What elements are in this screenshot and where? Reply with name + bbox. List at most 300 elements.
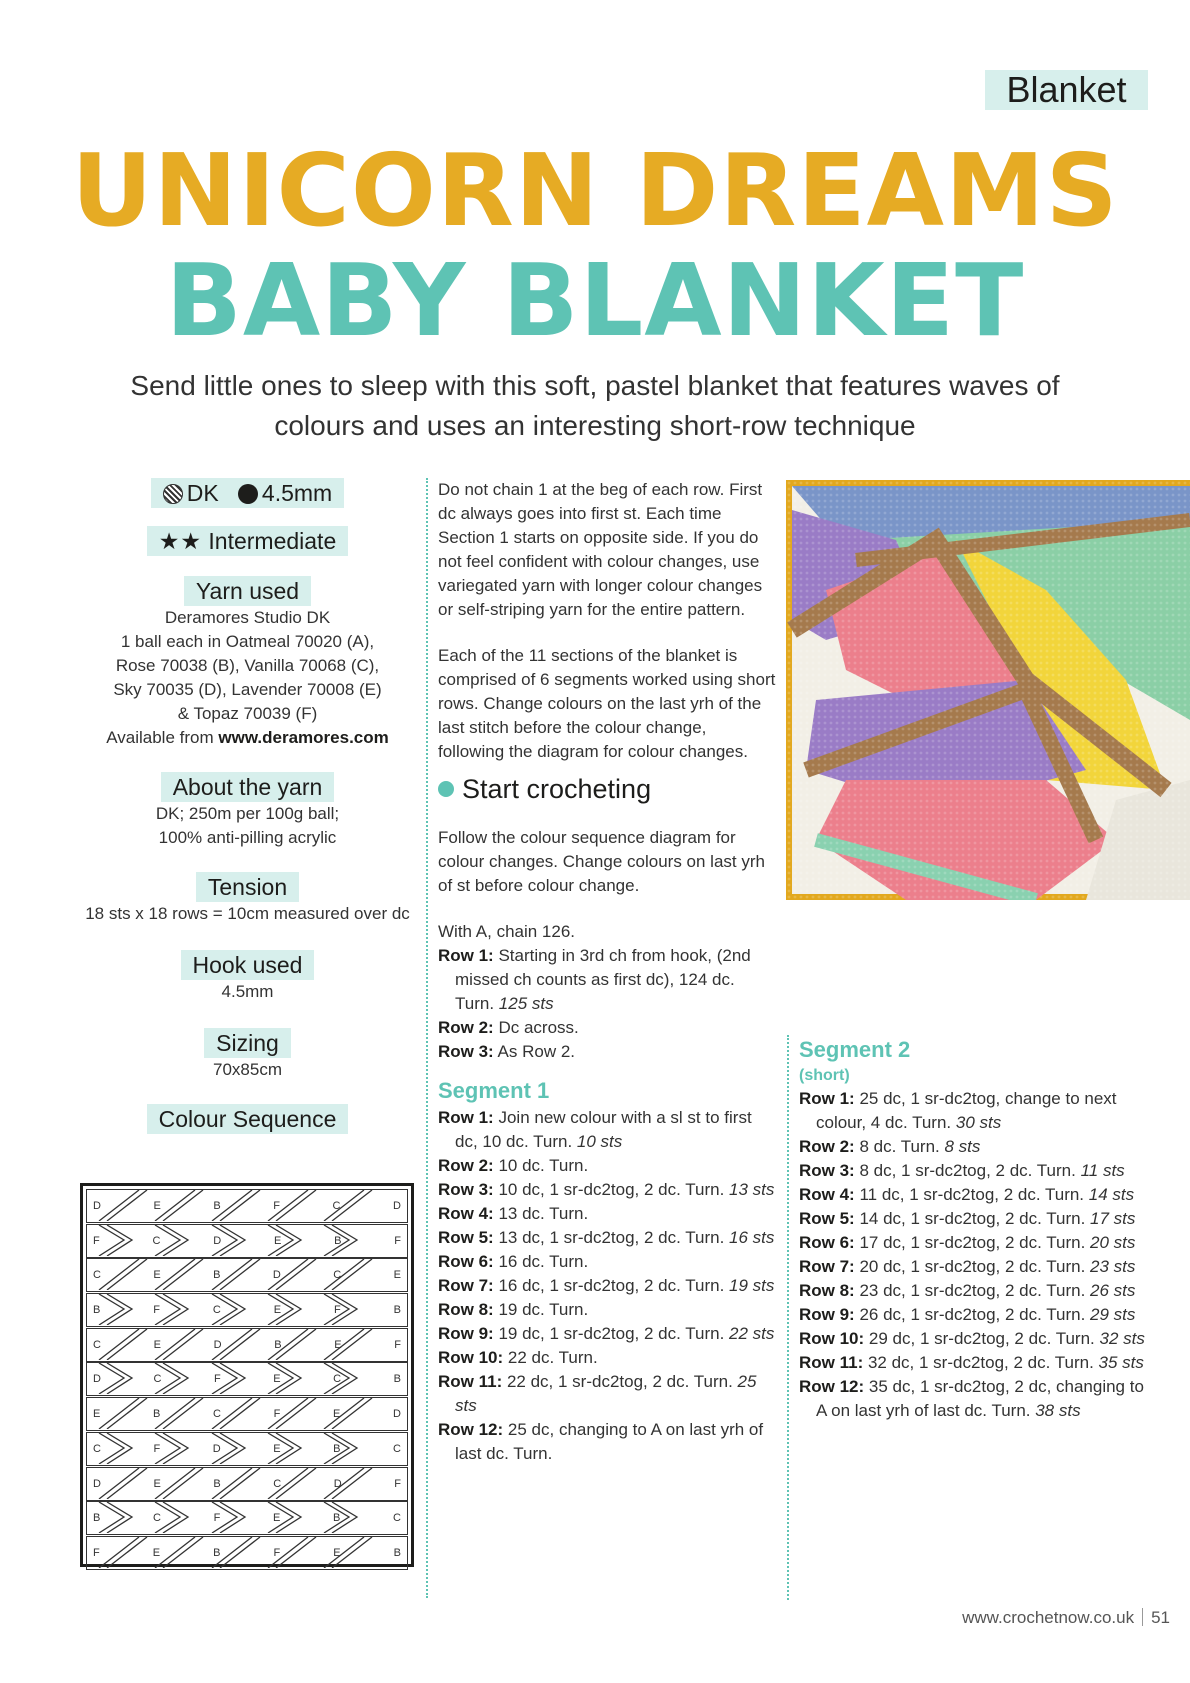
colour-letter: D <box>272 1269 281 1282</box>
stitch-count: 30 sts <box>955 1113 1002 1132</box>
diagram-row <box>86 1501 408 1535</box>
row-label: Row 10: <box>799 1329 865 1348</box>
colour-letter: C <box>212 1304 221 1317</box>
yarn-line: Sky 70035 (D), Lavender 70008 (E) <box>113 680 382 699</box>
colour-letter: F <box>394 1234 401 1247</box>
colour-letter: F <box>93 1234 100 1247</box>
segment-divider <box>324 1259 364 1290</box>
segment-divider <box>268 1502 293 1533</box>
colour-letter: F <box>273 1408 281 1421</box>
colour-letter: D <box>93 1373 101 1386</box>
row-label: Row 3: <box>438 1180 494 1199</box>
colour-letter: E <box>153 1338 161 1351</box>
row-text: As Row 2. <box>493 1042 575 1061</box>
chevron-lines <box>87 1468 409 1499</box>
segment-divider <box>220 1363 245 1394</box>
segment-divider <box>220 1502 245 1533</box>
row-label: Row 1: <box>438 1108 494 1127</box>
segment-divider <box>99 1225 124 1256</box>
segment-divider <box>220 1259 260 1290</box>
diagram-row <box>86 1432 408 1466</box>
row-label: Row 12: <box>438 1420 504 1439</box>
segment-divider <box>163 1363 188 1394</box>
pattern-row <box>438 1298 776 1322</box>
row-text: 22 dc. Turn. <box>503 1348 598 1367</box>
row-label: Row 2: <box>438 1018 494 1037</box>
pattern-row <box>438 1418 776 1466</box>
row-text: 25 dc, 1 sr-dc2tog, change to next colour, 4 dc. Turn. <box>816 1089 1117 1132</box>
chevron-lines <box>87 1190 409 1221</box>
pattern-row <box>799 1231 1157 1255</box>
segment-divider <box>163 1398 203 1429</box>
stitch-count: 19 sts <box>729 1276 775 1295</box>
colour-letter: C <box>393 1512 401 1525</box>
difficulty-level: Intermediate <box>208 528 337 554</box>
segment-divider <box>152 1537 195 1568</box>
stitch-count: 26 sts <box>1090 1281 1136 1300</box>
tension-text: 18 sts x 18 rows = 10cm measured over dc <box>85 904 410 923</box>
segment-divider <box>220 1537 260 1568</box>
segment-divider <box>99 1398 139 1429</box>
segment-divider <box>107 1502 132 1533</box>
chevron-lines <box>87 1502 409 1533</box>
colour-letter: E <box>153 1477 161 1490</box>
segment-divider <box>107 1294 132 1325</box>
stitch-count: 23 sts <box>1090 1257 1136 1276</box>
colour-letter: E <box>273 1234 282 1247</box>
chevron-lines <box>87 1398 409 1429</box>
row-label: Row 4: <box>799 1185 855 1204</box>
info-column <box>80 478 415 1134</box>
diagram-row <box>86 1189 408 1223</box>
row-label: Row 5: <box>438 1228 494 1247</box>
yarn-used-heading: Yarn used <box>184 576 311 606</box>
row-label: Row 3: <box>799 1161 855 1180</box>
yarn-weight: DK <box>186 480 219 506</box>
level-box <box>147 526 349 556</box>
about-yarn-heading: About the yarn <box>161 772 335 802</box>
segment-divider <box>99 1259 139 1290</box>
pattern-row <box>438 1040 776 1064</box>
colour-letter: C <box>392 1442 401 1455</box>
colour-letter: F <box>153 1304 160 1317</box>
row-text: 10 dc. Turn. <box>493 1156 589 1175</box>
yarn-line: Deramores Studio DK <box>164 608 331 627</box>
row-text: 32 dc, 1 sr-dc2tog, 2 dc. Turn. <box>863 1353 1099 1372</box>
about-line: 100% anti-pilling acrylic <box>158 828 337 847</box>
colour-letter: B <box>393 1546 401 1559</box>
row-label: Row 6: <box>438 1252 494 1271</box>
colour-letter: B <box>213 1269 221 1282</box>
segment-divider <box>155 1190 195 1221</box>
diagram-row <box>86 1362 408 1396</box>
segment-2-subheading: (short) <box>799 1067 850 1084</box>
colour-letter: F <box>334 1304 341 1317</box>
segment-divider <box>163 1294 188 1325</box>
row-label: Row 12: <box>799 1377 865 1396</box>
colour-letter: C <box>333 1373 342 1386</box>
colour-letter: C <box>93 1338 101 1351</box>
row-label: Row 7: <box>438 1276 494 1295</box>
segment-divider <box>107 1537 147 1568</box>
colour-letter: C <box>153 1373 162 1386</box>
colour-letter: D <box>93 1200 101 1212</box>
colour-letter: B <box>93 1304 101 1317</box>
segment-divider <box>107 1329 147 1360</box>
row-label: Row 2: <box>438 1156 494 1175</box>
colour-letter: B <box>393 1304 401 1317</box>
chevron-lines <box>87 1225 409 1256</box>
segment-divider <box>107 1398 147 1429</box>
row-text: 16 dc. Turn. <box>493 1252 589 1271</box>
yarn-line: & Topaz 70039 (F) <box>177 704 318 723</box>
section-tag: Blanket <box>985 70 1148 110</box>
intro-paragraph-2: Each of the 11 sections of the blanket is comprised of 6 segments worked using short rows. Change colours on the last yrh of the last stitch before the colour change, following the diagram for colour changes. <box>438 646 776 761</box>
segment-divider <box>99 1502 124 1533</box>
row-label: Row 8: <box>799 1281 855 1300</box>
segment-divider <box>220 1225 245 1256</box>
row-text: 25 dc, changing to A on last yrh of last dc. Turn. <box>455 1420 764 1463</box>
about-yarn-text <box>80 802 415 850</box>
pattern-row <box>438 1154 776 1178</box>
segment-divider <box>273 1398 316 1429</box>
segment-divider <box>324 1190 364 1221</box>
chevron-lines <box>87 1537 409 1568</box>
colour-sequence-heading: Colour Sequence <box>147 1104 349 1134</box>
colour-letter: B <box>213 1477 221 1490</box>
stitch-count: 38 sts <box>1035 1401 1081 1420</box>
diagram-row <box>86 1328 408 1362</box>
row-text: 17 dc, 1 sr-dc2tog, 2 dc. Turn. <box>854 1233 1091 1252</box>
stitch-count: 17 sts <box>1090 1209 1136 1228</box>
segment-divider <box>99 1468 139 1499</box>
row-text: 19 dc, 1 sr-dc2tog, 2 dc. Turn. <box>493 1324 730 1343</box>
pattern-row <box>799 1159 1157 1183</box>
diagram-row <box>86 1397 408 1431</box>
segment-divider <box>107 1225 132 1256</box>
row-text: Join new colour with a sl st to first dc, 10 dc. Turn. <box>455 1108 752 1151</box>
segment-divider <box>107 1363 132 1394</box>
pattern-row <box>799 1255 1157 1279</box>
pattern-row <box>799 1303 1157 1327</box>
diagram-row <box>86 1258 408 1292</box>
colour-letter: F <box>93 1546 100 1559</box>
colour-letter: C <box>153 1512 161 1525</box>
pattern-row <box>438 1178 776 1202</box>
available-prefix: Available from <box>106 728 219 747</box>
row-text: 23 dc, 1 sr-dc2tog, 2 dc. Turn. <box>854 1281 1091 1300</box>
segment-divider <box>324 1468 364 1499</box>
stitch-count: 13 sts <box>729 1180 775 1199</box>
segment-divider <box>155 1398 195 1429</box>
stitch-count: 32 sts <box>1099 1329 1145 1348</box>
pattern-row <box>438 1346 776 1370</box>
row-label: Row 10: <box>438 1348 504 1367</box>
colour-letter: B <box>333 1512 341 1525</box>
colour-letter: D <box>93 1477 101 1490</box>
colour-letter: C <box>333 1269 342 1282</box>
colour-letter: E <box>273 1373 281 1386</box>
row-text: 8 dc, 1 sr-dc2tog, 2 dc. Turn. <box>854 1161 1081 1180</box>
stitch-count: 22 sts <box>729 1324 775 1343</box>
segment-divider <box>107 1259 147 1290</box>
stitch-count: 25 sts <box>455 1372 757 1415</box>
pattern-row <box>438 1226 776 1250</box>
stitch-count: 16 sts <box>729 1228 775 1247</box>
stitch-count: 125 sts <box>498 994 554 1013</box>
row-text: 22 dc, 1 sr-dc2tog, 2 dc. Turn. <box>502 1372 738 1391</box>
instructions-column-2 <box>787 1035 1157 1600</box>
row-label: Row 2: <box>799 1137 855 1156</box>
yarn-ball-icon <box>163 484 183 504</box>
segment-divider <box>324 1537 364 1568</box>
row-text: 8 dc. Turn. <box>854 1137 945 1156</box>
colour-letter: D <box>333 1477 342 1490</box>
segment-divider <box>155 1259 195 1290</box>
segment-divider <box>276 1190 316 1221</box>
segment-divider <box>155 1329 195 1360</box>
row-text: 20 dc, 1 sr-dc2tog, 2 dc. Turn. <box>854 1257 1091 1276</box>
colour-letter: B <box>213 1546 221 1559</box>
segment-1-rows <box>438 1106 776 1466</box>
colour-letter: C <box>273 1477 282 1490</box>
colour-letter: C <box>93 1269 101 1282</box>
segment-divider <box>276 1329 316 1360</box>
segment-divider <box>276 1259 316 1290</box>
row-text: 29 dc, 1 sr-dc2tog, 2 dc. Turn. <box>864 1329 1100 1348</box>
start-rows <box>438 944 776 1064</box>
footer-divider <box>1142 1608 1143 1626</box>
tension-heading: Tension <box>196 872 299 902</box>
row-text: 11 dc, 1 sr-dc2tog, 2 dc. Turn. <box>854 1185 1089 1204</box>
difficulty-stars: ★★ <box>158 528 202 554</box>
colour-letter: E <box>153 1200 161 1212</box>
segment-divider <box>276 1468 316 1499</box>
row-text: 10 dc, 1 sr-dc2tog, 2 dc. Turn. <box>493 1180 730 1199</box>
segment-divider <box>163 1433 188 1464</box>
segment-1-heading: Segment 1 <box>438 1078 550 1103</box>
colour-letter: F <box>153 1442 161 1455</box>
colour-letter: E <box>273 1304 282 1317</box>
colour-letter: C <box>213 1408 221 1421</box>
yarn-used-text <box>80 606 415 750</box>
row-label: Row 11: <box>438 1372 503 1391</box>
colour-letter: C <box>332 1200 341 1212</box>
pattern-row <box>799 1087 1157 1135</box>
intro-paragraph-1: Do not chain 1 at the beg of each row. First dc always goes into first st. Each time Section 1 starts on opposite side. If you do not feel confident with colour changes, use variegated yarn with longer colour changes or self-striping yarn for the entire pattern. <box>438 480 763 619</box>
stitch-count: 11 sts <box>1080 1161 1125 1180</box>
pattern-row <box>438 1202 776 1226</box>
segment-divider <box>163 1537 203 1568</box>
colour-letter: C <box>93 1442 101 1455</box>
colour-letter: E <box>333 1546 341 1559</box>
row-label: Row 3: <box>438 1042 494 1061</box>
colour-letter: E <box>152 1546 161 1559</box>
pattern-row <box>438 1274 776 1298</box>
colour-letter: F <box>213 1512 221 1525</box>
chevron-lines <box>87 1259 409 1290</box>
colour-letter: E <box>334 1338 342 1351</box>
row-label: Row 9: <box>799 1305 855 1324</box>
hook-size: 4.5mm <box>261 480 333 506</box>
colour-sequence-diagram <box>80 1183 414 1567</box>
yarn-bullet-icon <box>438 781 454 797</box>
colour-letter: D <box>213 1234 222 1247</box>
page-number: 51 <box>1151 1608 1170 1627</box>
segment-divider <box>163 1502 188 1533</box>
sizing-heading: Sizing <box>204 1028 291 1058</box>
diagram-row <box>86 1293 408 1327</box>
stitch-count: 14 sts <box>1088 1185 1135 1204</box>
diagram-row <box>86 1224 408 1258</box>
colour-letter: F <box>273 1200 280 1212</box>
yarn-line: 1 ball each in Oatmeal 70020 (A), <box>120 632 375 651</box>
colour-letter: E <box>153 1269 161 1282</box>
yarn-line: Rose 70038 (B), Vanilla 70068 (C), <box>115 656 380 675</box>
colour-letter: E <box>333 1408 341 1421</box>
segment-divider <box>273 1537 316 1568</box>
segment-divider <box>220 1329 260 1360</box>
colour-letter: B <box>213 1200 221 1212</box>
colour-letter: B <box>274 1338 282 1351</box>
segment-divider <box>99 1190 139 1221</box>
pattern-row <box>438 1322 776 1346</box>
pattern-row <box>799 1375 1157 1423</box>
chevron-lines <box>87 1294 409 1325</box>
pattern-row <box>799 1351 1157 1375</box>
colour-letter: E <box>393 1269 401 1282</box>
segment-divider <box>220 1190 260 1221</box>
blanket-photo <box>786 480 1190 900</box>
start-heading-text: Start crocheting <box>462 774 652 804</box>
stitch-count: 8 sts <box>944 1137 981 1156</box>
colour-letter: D <box>212 1442 221 1455</box>
stitch-count: 35 sts <box>1098 1353 1144 1372</box>
segment-divider <box>155 1468 195 1499</box>
pattern-row <box>799 1135 1157 1159</box>
colour-letter: B <box>153 1408 161 1421</box>
row-label: Row 1: <box>799 1089 855 1108</box>
segment-divider <box>324 1329 364 1360</box>
about-line: DK; 250m per 100g ball; <box>155 804 340 823</box>
segment-divider <box>99 1537 139 1568</box>
segment-2-rows <box>799 1087 1157 1423</box>
chain-instruction: With A, chain 126. <box>438 922 576 941</box>
pattern-row <box>438 1016 776 1040</box>
row-label: Row 1: <box>438 946 494 965</box>
segment-divider <box>107 1190 147 1221</box>
row-text: Dc across. <box>493 1018 579 1037</box>
hook-used-text: 4.5mm <box>221 982 274 1001</box>
title-line-1: UNICORN DREAMS <box>71 132 1119 249</box>
diagram-row <box>86 1536 408 1570</box>
row-label: Row 4: <box>438 1204 494 1223</box>
chevron-lines <box>87 1433 409 1464</box>
colour-letter: D <box>392 1200 401 1212</box>
spec-box-yarn-hook <box>151 478 344 508</box>
segment-divider <box>220 1433 245 1464</box>
hook-used-heading: Hook used <box>181 950 315 980</box>
pattern-row <box>799 1327 1157 1351</box>
title-line-2: BABY BLANKET <box>165 242 1025 359</box>
row-label: Row 11: <box>799 1353 864 1372</box>
colour-letter: E <box>273 1512 281 1525</box>
colour-letter: E <box>93 1408 101 1421</box>
segment-2-heading: Segment 2 <box>799 1037 911 1062</box>
instructions-column-1 <box>426 478 776 1598</box>
row-text: 16 dc, 1 sr-dc2tog, 2 dc. Turn. <box>493 1276 730 1295</box>
row-text: 35 dc, 1 sr-dc2tog, 2 dc, changing to A on last yrh of last dc. Turn. <box>816 1377 1144 1420</box>
colour-letter: B <box>393 1373 401 1386</box>
pattern-row <box>438 1106 776 1154</box>
segment-divider <box>163 1259 203 1290</box>
stitch-count: 10 sts <box>576 1132 623 1151</box>
row-text: Starting in 3rd ch from hook, (2nd missed ch counts as first dc), 124 dc. Turn. <box>455 946 751 1013</box>
segment-divider <box>107 1468 147 1499</box>
row-label: Row 6: <box>799 1233 855 1252</box>
colour-letter: B <box>334 1234 342 1247</box>
diagram-row <box>86 1467 408 1501</box>
footer-url[interactable]: www.crochetnow.co.uk <box>962 1608 1135 1627</box>
segment-divider <box>99 1329 139 1360</box>
page-footer <box>870 1608 1170 1628</box>
segment-divider <box>324 1398 364 1429</box>
standfirst: Send little ones to sleep with this soft, pastel blanket that features waves of colours and uses an interesting short-row technique <box>130 370 1060 441</box>
stitch-count: 20 sts <box>1090 1233 1136 1252</box>
segment-divider <box>99 1363 124 1394</box>
start-crocheting-heading <box>438 772 776 806</box>
colour-letter: D <box>393 1408 401 1421</box>
colour-letter: B <box>333 1442 341 1455</box>
pattern-row <box>438 1250 776 1274</box>
colour-letter: E <box>273 1442 281 1455</box>
colour-letter: F <box>213 1373 221 1386</box>
row-text: 26 dc, 1 sr-dc2tog, 2 dc. Turn. <box>854 1305 1091 1324</box>
colour-letter: C <box>152 1234 161 1247</box>
chevron-lines <box>87 1363 409 1394</box>
sizing-text: 70x85cm <box>213 1060 282 1079</box>
pattern-row <box>438 1370 776 1418</box>
segment-divider <box>163 1468 203 1499</box>
stitch-count: 29 sts <box>1090 1305 1136 1324</box>
row-text: 19 dc. Turn. <box>493 1300 589 1319</box>
segment-divider <box>220 1398 260 1429</box>
hook-icon <box>238 484 258 504</box>
colour-letter: F <box>394 1477 401 1490</box>
deramores-link[interactable]: www.deramores.com <box>218 728 389 747</box>
segment-divider <box>220 1468 260 1499</box>
pattern-row <box>799 1279 1157 1303</box>
segment-divider <box>163 1329 203 1360</box>
row-text: 14 dc, 1 sr-dc2tog, 2 dc. Turn. <box>854 1209 1091 1228</box>
row-label: Row 9: <box>438 1324 494 1343</box>
segment-divider <box>163 1225 188 1256</box>
row-text: 13 dc, 1 sr-dc2tog, 2 dc. Turn. <box>493 1228 730 1247</box>
colour-letter: B <box>93 1512 101 1525</box>
start-paragraph: Follow the colour sequence diagram for colour changes. Change colours on last yrh of st before colour change. <box>438 828 765 895</box>
row-label: Row 7: <box>799 1257 855 1276</box>
colour-letter: D <box>213 1338 222 1351</box>
segment-divider <box>99 1294 124 1325</box>
row-text: 13 dc. Turn. <box>493 1204 589 1223</box>
segment-divider <box>107 1433 132 1464</box>
segment-divider <box>99 1433 124 1464</box>
pattern-row <box>799 1183 1157 1207</box>
pattern-row <box>799 1207 1157 1231</box>
row-label: Row 8: <box>438 1300 494 1319</box>
segment-divider <box>220 1294 245 1325</box>
colour-letter: F <box>273 1546 281 1559</box>
